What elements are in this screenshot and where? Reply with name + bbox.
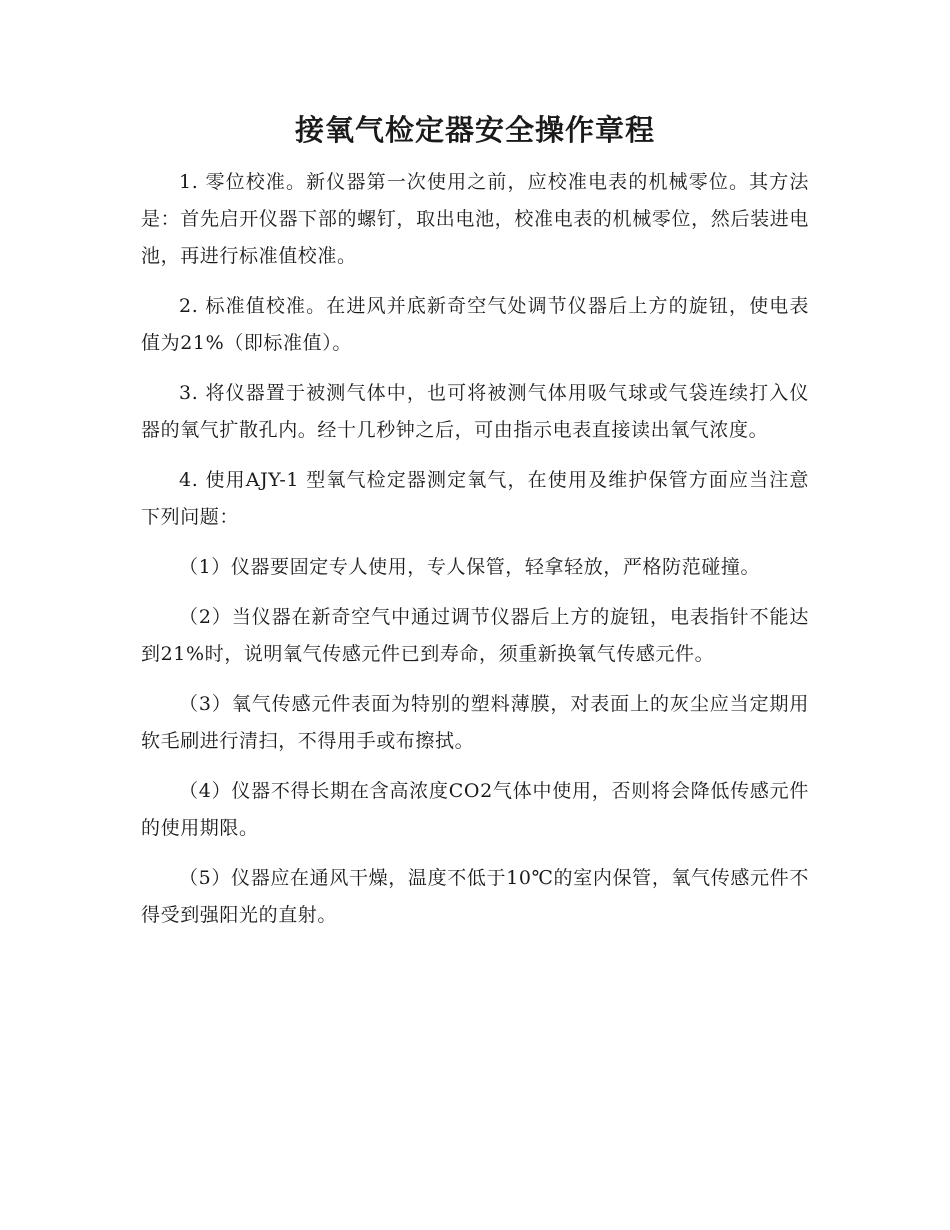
paragraph-zero-calibration: 1. 零位校准。新仪器第一次使用之前，应校准电表的机械零位。其方法是：首先启开仪器下部的螺钉，取出电池，校准电表的机械零位，然后装进电池，再进行标准值校准。 [141, 171, 809, 267]
paragraph-note-4: （4）仪器不得长期在含高浓度CO2气体中使用，否则将会降低传感元件的使用期限。 [141, 780, 809, 839]
paragraph-note-2: （2）当仪器在新奇空气中通过调节仪器后上方的旋钮，电表指针不能达到21%时，说明氧气传感元件已到寿命，须重新换氧气传感元件。 [141, 606, 809, 665]
paragraph-note-3: （3）氧气传感元件表面为特别的塑料薄膜，对表面上的灰尘应当定期用软毛刷进行清扫，不得用手或布擦拭。 [141, 693, 809, 752]
paragraph-note-1: （1）仪器要固定专人使用，专人保管，轻拿轻放，严格防范碰撞。 [179, 556, 761, 578]
paragraph-standard-calibration: 2. 标准值校准。在进风并底新奇空气处调节仪器后上方的旋钮，使电表值为21%（即标准值）。 [141, 295, 809, 354]
paragraph-note-5: （5）仪器应在通风干燥，温度不低于10℃的室内保管，氧气传感元件不得受到强阳光的直射。 [141, 867, 809, 926]
paragraph-measurement: 3. 将仪器置于被测气体中，也可将被测气体用吸气球或气袋连续打入仪器的氧气扩散孔内。经十几秒钟之后，可由指示电表直接读出氧气浓度。 [141, 382, 809, 441]
paragraph-usage-notes: 4. 使用AJY-1 型氧气检定器测定氧气，在使用及维护保管方面应当注意下列问题： [141, 469, 809, 528]
document-body [141, 164, 809, 947]
document-title: 接氧气检定器安全操作章程 [294, 113, 655, 147]
